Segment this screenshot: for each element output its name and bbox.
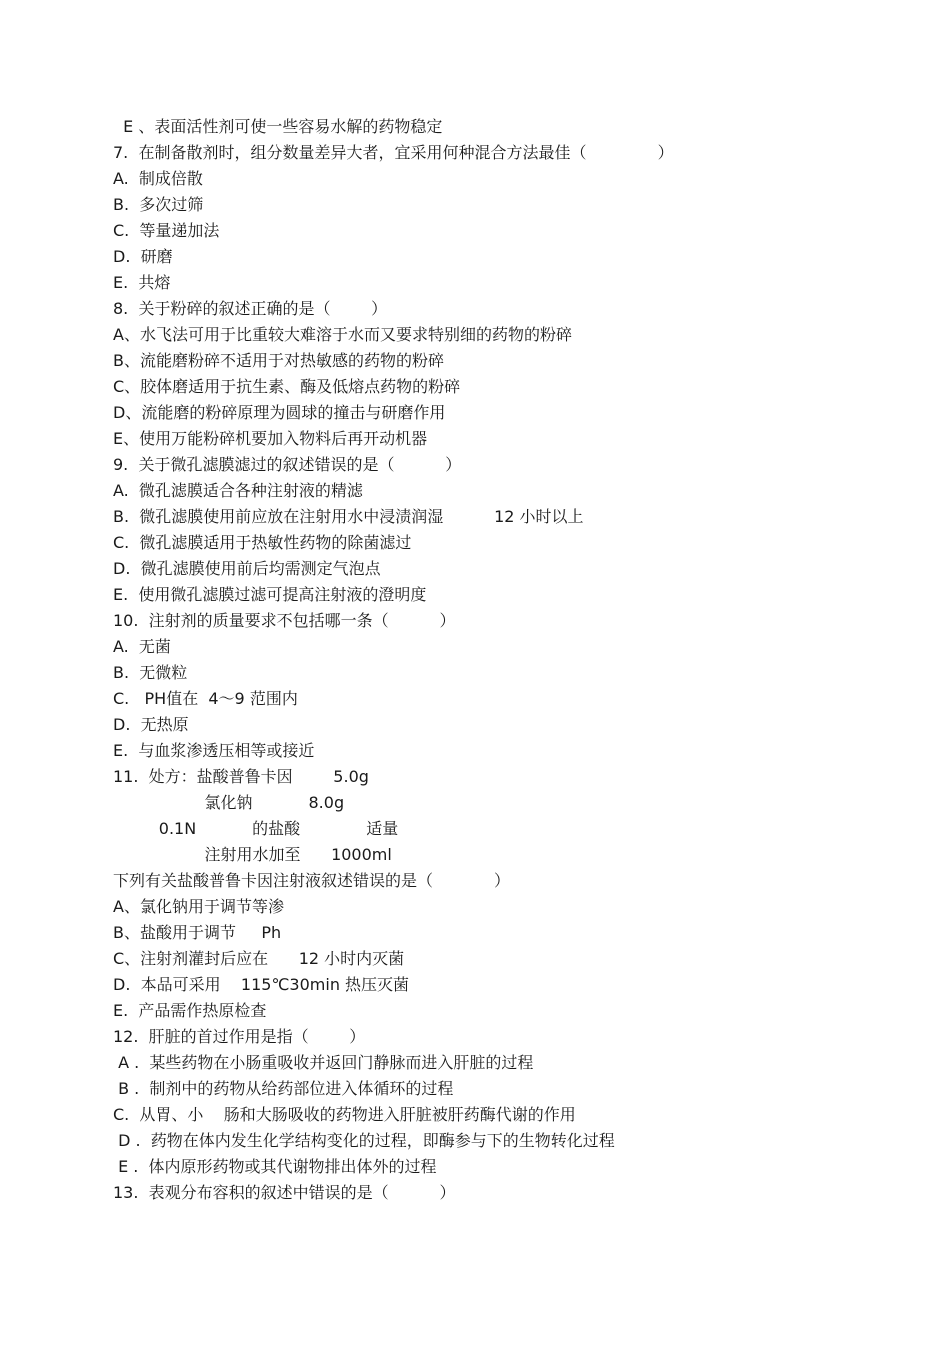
option-line: D. 本品可采用 115℃30min 热压灭菌 [113,975,410,994]
option-line: C. 微孔滤膜适用于热敏性药物的除菌滤过 [113,533,412,552]
option-line: B . 制剂中的药物从给药部位进入体循环的过程 [113,1079,454,1098]
option-line: C. PH值在 4～9 范围内 [113,689,298,708]
option-line: E . 体内原形药物或其代谢物排出体外的过程 [113,1157,437,1176]
option-line: D. 研磨 [113,247,173,266]
question-line: 7. 在制备散剂时，组分数量差异大者，宜采用何种混合方法最佳（ ） [113,143,674,162]
question-line: 13. 表观分布容积的叙述中错误的是（ ） [113,1183,456,1202]
question-line: 11. 处方：盐酸普鲁卡因 5.0g [113,767,369,786]
prescription-line: 0.1N 的盐酸 适量 [113,819,399,838]
option-line: E. 使用微孔滤膜过滤可提高注射液的澄明度 [113,585,427,604]
option-line: C. 等量递加法 [113,221,220,240]
question-line: 12. 肝脏的首过作用是指（ ） [113,1027,366,1046]
option-line: A、氯化钠用于调节等渗 [113,897,284,916]
option-line: A. 制成倍散 [113,169,203,188]
option-line: D . 药物在体内发生化学结构变化的过程，即酶参与下的生物转化过程 [113,1131,615,1150]
option-line: B. 多次过筛 [113,195,204,214]
question-line: 9. 关于微孔滤膜滤过的叙述错误的是（ ） [113,455,462,474]
option-line: B、流能磨粉碎不适用于对热敏感的药物的粉碎 [113,351,444,370]
option-line: E 、表面活性剂可使一些容易水解的药物稳定 [113,117,443,136]
option-line: D. 无热原 [113,715,189,734]
option-line: B. 无微粒 [113,663,188,682]
option-line: D. 微孔滤膜使用前后均需测定气泡点 [113,559,381,578]
option-line: A、水飞法可用于比重较大难溶于水而又要求特别细的药物的粉碎 [113,325,572,344]
prescription-line: 注射用水加至 1000ml [113,845,392,864]
question-line: 下列有关盐酸普鲁卡因注射液叙述错误的是（ ） [113,871,511,890]
option-line: E. 共熔 [113,273,171,292]
question-line: 10. 注射剂的质量要求不包括哪一条（ ） [113,611,456,630]
option-line: D、流能磨的粉碎原理为圆球的撞击与研磨作用 [113,403,446,422]
prescription-line: 氯化钠 8.0g [113,793,345,812]
option-line: A. 无菌 [113,637,171,656]
option-line: C. 从胃、小 肠和大肠吸收的药物进入肝脏被肝药酶代谢的作用 [113,1105,576,1124]
question-line: 8. 关于粉碎的叙述正确的是（ ） [113,299,388,318]
option-line: C、注射剂灌封后应在 12 小时内灭菌 [113,949,405,968]
option-line: E、使用万能粉碎机要加入物料后再开动机器 [113,429,428,448]
option-line: E. 产品需作热原检查 [113,1001,267,1020]
option-line: E. 与血浆渗透压相等或接近 [113,741,315,760]
option-line: A . 某些药物在小肠重吸收并返回门静脉而进入肝脏的过程 [113,1053,534,1072]
option-line: A. 微孔滤膜适合各种注射液的精滤 [113,481,363,500]
option-line: B、盐酸用于调节 Ph [113,923,282,942]
option-line: B. 微孔滤膜使用前应放在注射用水中浸渍润湿 12 小时以上 [113,507,584,526]
option-line: C、胶体磨适用于抗生素、酶及低熔点药物的粉碎 [113,377,461,396]
